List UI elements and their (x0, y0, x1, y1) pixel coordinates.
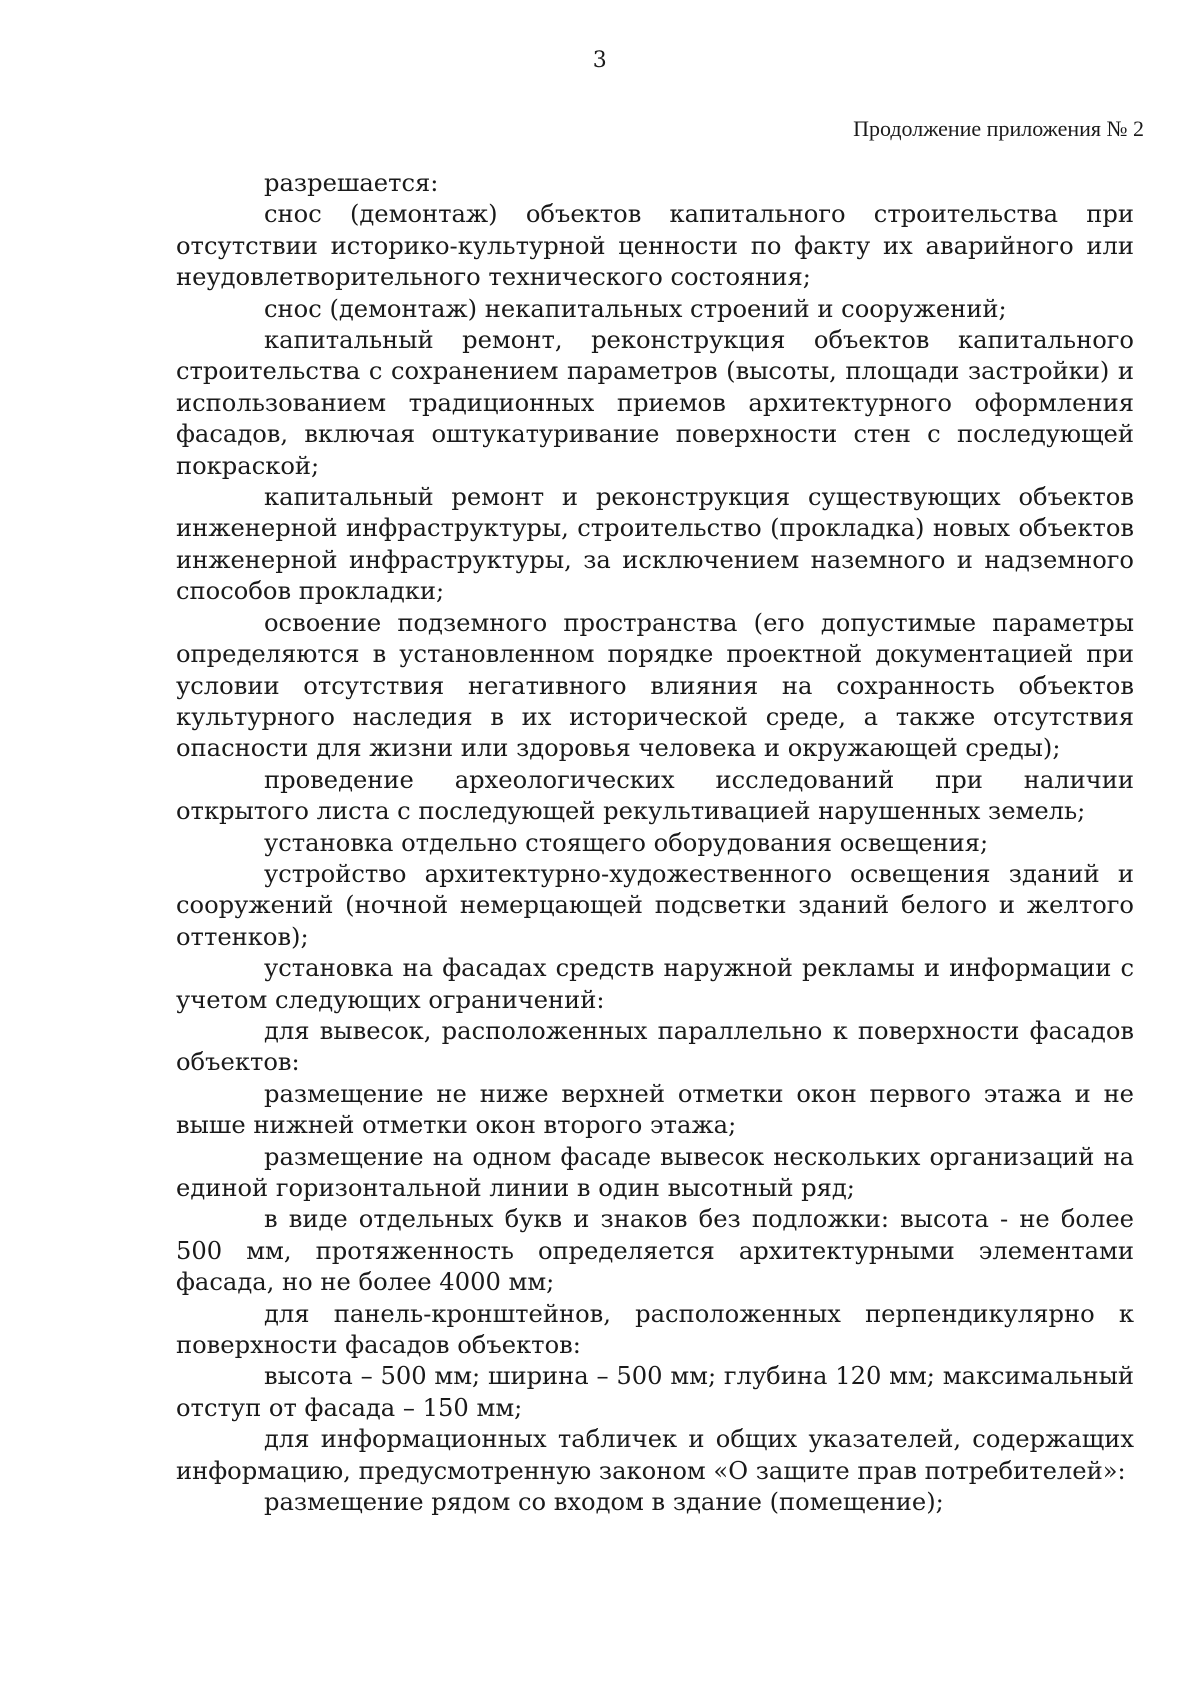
paragraph-bracket-dimensions: высота – 500 мм; ширина – 500 мм; глубина 120 мм; максимальный отступ от фасада – 150 мм; (176, 1362, 1134, 1422)
paragraph-demolition-capital: снос (демонтаж) объектов капитального строительства при отсутствии историко-культурной ценности по факту их аварийного или неудовлетворительного технического состояния; (176, 200, 1134, 292)
paragraph-infrastructure: капитальный ремонт и реконструкция существующих объектов инженерной инфраструктуры, строительство (прокладка) новых объектов инженерной инфраструктуры, за исключением наземного и надземного способов прокладки; (176, 483, 1134, 606)
appendix-note: Продолжение приложения № 2 (853, 116, 1144, 141)
paragraph-advertising: установка на фасадах средств наружной рекламы и информации с учетом следующих ограничений: (176, 954, 1134, 1014)
paragraph-placement-height: размещение не ниже верхней отметки окон первого этажа и не выше нижней отметки окон второго этажа; (176, 1079, 1134, 1140)
paragraph-parallel-signs: для вывесок, расположенных параллельно к поверхности фасадов объектов: (176, 1016, 1134, 1077)
paragraph-entrance-placement: размещение рядом со входом в здание (помещение); (264, 1488, 944, 1517)
paragraph-lighting-equipment: установка отдельно стоящего оборудования освещения; (264, 828, 989, 857)
paragraph-demolition-noncapital: снос (демонтаж) некапитальных строений и сооружений; (264, 294, 1007, 323)
document-body (176, 168, 1134, 1518)
page-number: 3 (592, 48, 608, 73)
paragraph-bracket-panels: для панель-кронштейнов, расположенных перпендикулярно к поверхности фасадов объектов: (176, 1299, 1134, 1360)
paragraph-single-row: размещение на одном фасаде вывесок нескольких организаций на единой горизонтальной линии в один высотный ряд; (176, 1142, 1134, 1202)
paragraph-archaeology: проведение археологических исследований при наличии открытого листа с последующей рекультивацией нарушенных земель; (176, 765, 1134, 826)
paragraph-separate-letters: в виде отдельных букв и знаков без подложки: высота - не более 500 мм, протяженность определяется архитектурными элементами фасада, но не более 4000 мм; (176, 1205, 1134, 1297)
paragraph-capital-repair: капитальный ремонт, реконструкция объектов капитального строительства с сохранением параметров (высоты, площади застройки) и использованием традиционных приемов архитектурного оформления фасадов, включая оштукатуривание поверхности стен с последующей покраской; (176, 326, 1134, 480)
paragraph-architectural-lighting: устройство архитектурно-художественного освещения зданий и сооружений (ночной немерцающей подсветки зданий белого и желтого оттенков); (176, 859, 1134, 951)
paragraph-info-plates: для информационных табличек и общих указателей, содержащих информацию, предусмотренную законом «О защите прав потребителей»: (176, 1425, 1134, 1485)
paragraph-underground: освоение подземного пространства (его допустимые параметры определяются в установленном порядке проектной документацией при условии отсутствия негативного влияния на сохранность объектов культурного наследия в их исторической среде, а также отсутствия опасности для жизни или здоровья человека и окружающей среды); (176, 608, 1134, 763)
paragraph-permitted: разрешается: (264, 169, 439, 197)
